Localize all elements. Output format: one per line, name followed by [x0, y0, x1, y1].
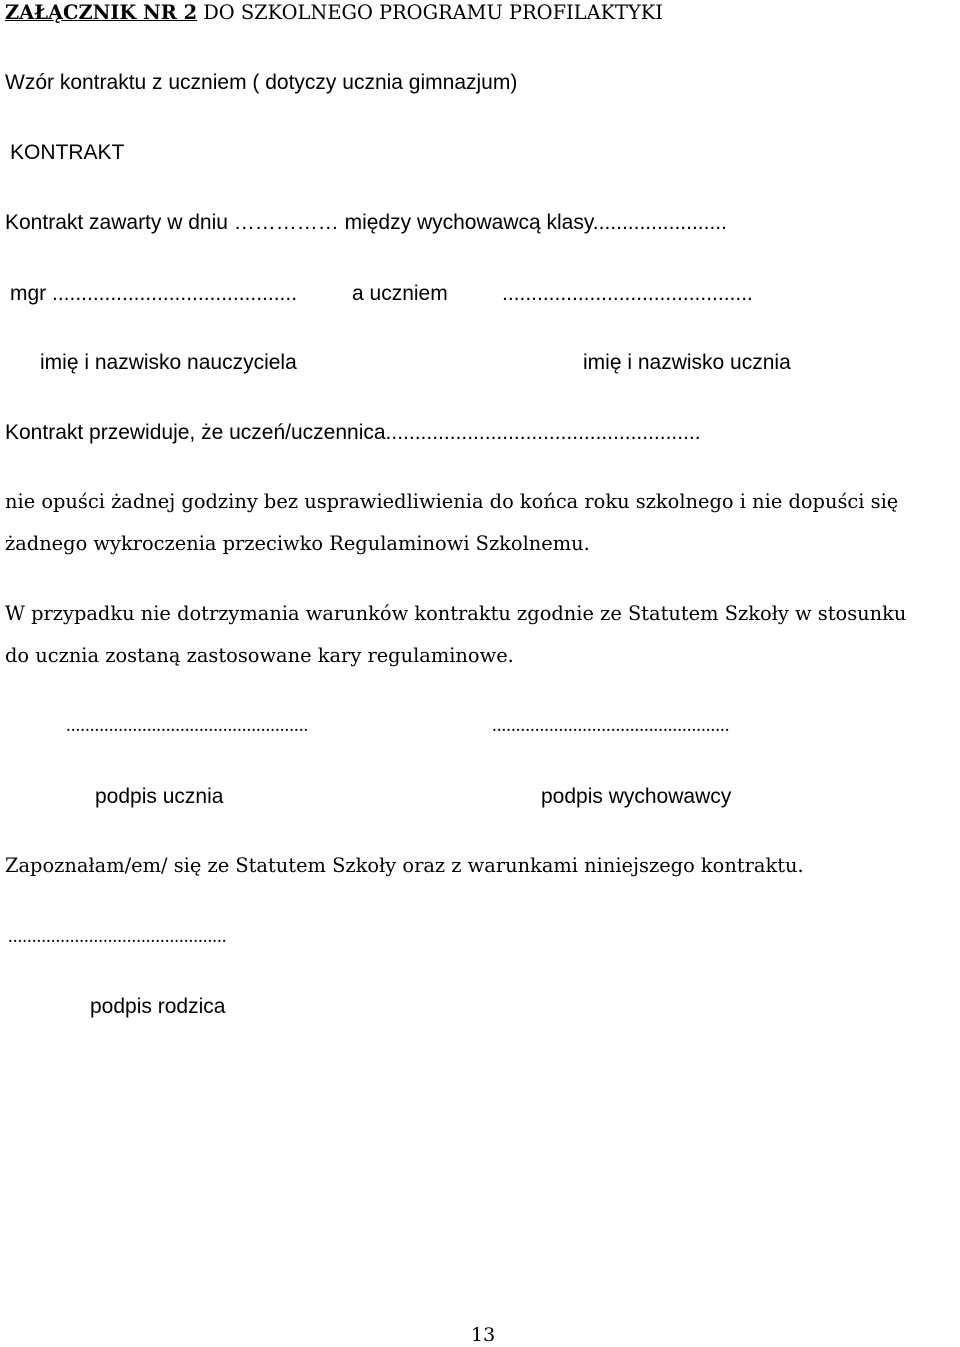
provision-intro: Kontrakt przewiduje, że uczeń/uczennica......................................................: [5, 421, 701, 444]
heading-rest: DO SZKOLNEGO PROGRAMU PROFILAKTYKI: [197, 1, 663, 24]
document-subtitle: Wzór kontraktu z uczniem ( dotyczy ucznia gimnazjum): [5, 71, 518, 94]
contract-date-line: Kontrakt zawarty w dniu …………… między wychowawcą klasy.......................: [5, 211, 727, 234]
student-name-caption: imię i nazwisko ucznia: [583, 351, 791, 374]
student-signature-blank: ...................................................: [66, 715, 309, 736]
parent-signature-label: podpis rodzica: [90, 995, 226, 1018]
penalty-line-2: do ucznia zostaną zastosowane kary regulaminowe.: [5, 644, 514, 667]
teacher-signature-label: podpis wychowawcy: [541, 785, 732, 808]
obligation-line-2: żadnego wykroczenia przeciwko Regulaminowi Szkolnemu.: [5, 532, 590, 555]
parent-signature-blank: ..............................................: [8, 926, 227, 947]
heading-bold-part: ZAŁĄCZNIK NR 2: [5, 1, 198, 24]
obligation-line-1: nie opuści żadnej godziny bez usprawiedliwienia do końca roku szkolnego i nie dopuści się: [5, 490, 899, 513]
page-number: 13: [471, 1324, 496, 1346]
student-name-blank: ...........................................: [502, 282, 753, 305]
acknowledgement-line: Zapoznałam/em/ się ze Statutem Szkoły oraz z warunkami niniejszego kontraktu.: [5, 854, 804, 877]
teacher-name-caption: imię i nazwisko nauczyciela: [40, 351, 297, 374]
student-signature-label: podpis ucznia: [95, 785, 224, 808]
contract-title: KONTRAKT: [10, 141, 125, 164]
teacher-signature-blank: ..................................................: [492, 715, 730, 736]
penalty-line-1: W przypadku nie dotrzymania warunków kontraktu zgodnie ze Statutem Szkoły w stosunku: [5, 602, 907, 625]
teacher-name-blank: mgr ..........................................: [10, 282, 298, 305]
page-heading: [5, 3, 663, 22]
student-connector: a uczniem: [352, 282, 448, 305]
